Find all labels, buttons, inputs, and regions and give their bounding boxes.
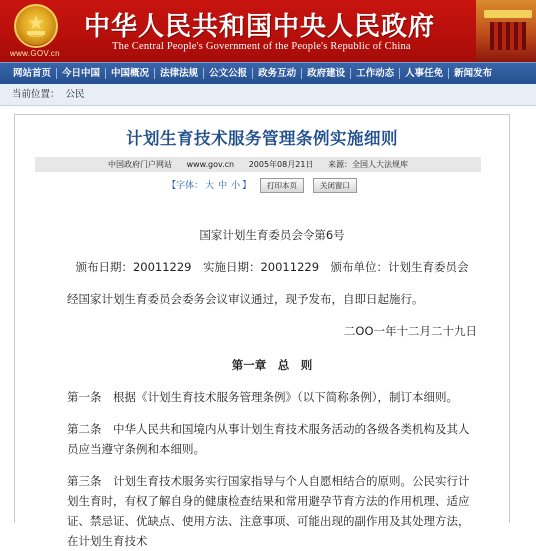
breadcrumb xyxy=(0,84,536,106)
nav-item-work-news[interactable]: 工作动态 xyxy=(351,68,400,79)
article-body xyxy=(67,225,477,551)
site-title-cn: 中华人民共和国中央人民政府 xyxy=(84,12,436,42)
tiananmen-gate-image xyxy=(476,0,536,62)
article-2: 第二条 中华人民共和国境内从事计划生育技术服务活动的各级各类机构及其人员应当遵守条例和本细则。 xyxy=(67,422,470,456)
nav-item-government[interactable]: 政府建设 xyxy=(302,68,351,79)
decree-dates: 颁布日期：20011229 实施日期：20011229 颁布单位：计划生育委员会 xyxy=(75,260,469,274)
article-1: 第一条 根据《计划生育技术服务管理条例》（以下简称条例），制订本细则。 xyxy=(67,390,458,404)
breadcrumb-label: 当前位置： xyxy=(12,89,60,100)
meta-source: 来源：全国人大法规库 xyxy=(327,160,408,169)
nav-item-laws[interactable]: 法律法规 xyxy=(155,68,204,79)
print-button[interactable]: 打印本页 xyxy=(260,178,304,193)
article-title: 计划生育技术服务管理条例实施细则 xyxy=(126,129,398,148)
nav-item-home[interactable]: 网站首页 xyxy=(8,68,57,79)
font-size-medium[interactable]: 中 xyxy=(218,181,228,191)
font-size-label: 【字体： xyxy=(167,181,204,191)
decree-number: 国家计划生育委员会令第6号 xyxy=(199,228,345,242)
meta-domain: www.gov.cn xyxy=(186,160,235,169)
font-size-tools xyxy=(15,178,509,193)
decree-intro: 经国家计划生育委员会委务会议审议通过，现予发布，自即日起施行。 xyxy=(67,292,424,306)
site-title-en: The Central People's Government of the People's Republic of China xyxy=(112,41,411,52)
site-url[interactable]: www.GOV.cn xyxy=(10,49,60,58)
article-3: 第三条 计划生育技术服务实行国家指导与个人自愿相结合的原则。公民实行计划生育时，有权了解自身的健康检查结果和常用避孕节育方法的作用机理、适应证、禁忌证、优缺点、使用方法、注意事项、可能出现的副作用及其处理方法，在计划生育技术 xyxy=(67,474,470,548)
nav-item-appointments[interactable]: 人事任免 xyxy=(400,68,449,79)
meta-date: 2005年08月21日 xyxy=(248,160,314,169)
breadcrumb-current[interactable]: 公民 xyxy=(65,89,85,100)
nav-item-china-overview[interactable]: 中国概况 xyxy=(106,68,155,79)
close-window-button[interactable]: 关闭窗口 xyxy=(313,178,357,193)
site-banner xyxy=(0,0,536,62)
chapter-heading: 第一章 总 则 xyxy=(231,358,313,372)
font-size-large[interactable]: 大 xyxy=(205,181,215,191)
nav-item-press[interactable]: 新闻发布 xyxy=(454,68,493,79)
font-size-small[interactable]: 小 xyxy=(231,181,241,191)
meta-source-site: 中国政府门户网站 xyxy=(108,160,173,169)
nav-item-interaction[interactable]: 政务互动 xyxy=(253,68,302,79)
font-size-close-bracket: 】 xyxy=(242,181,252,191)
article-panel xyxy=(14,114,510,548)
national-emblem-icon[interactable] xyxy=(14,4,58,48)
article-meta xyxy=(35,157,481,172)
main-nav xyxy=(0,62,536,84)
nav-item-china-today[interactable]: 今日中国 xyxy=(57,68,106,79)
sign-date: 二OO一年十二月二十九日 xyxy=(343,324,477,338)
nav-item-documents[interactable]: 公文公报 xyxy=(204,68,253,79)
